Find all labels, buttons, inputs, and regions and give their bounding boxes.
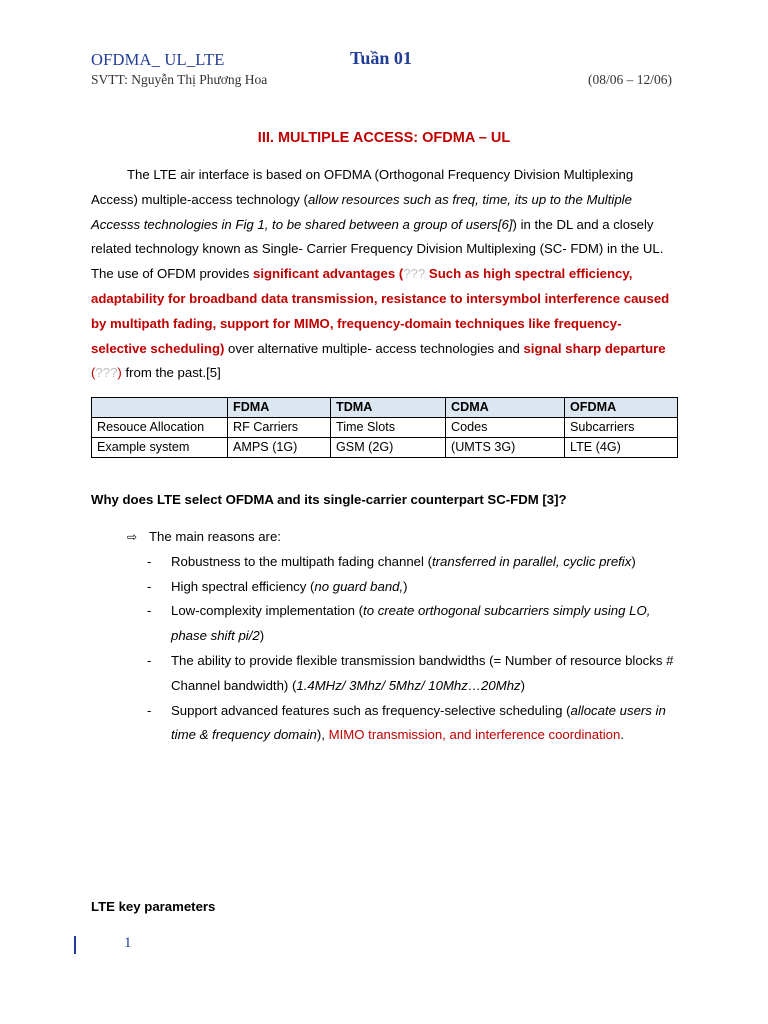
- page-number: 1: [124, 935, 132, 951]
- paragraph-red-departure: signal sharp departure: [523, 340, 666, 356]
- week-label: Tuần 01: [350, 48, 412, 68]
- reason-end: ): [259, 628, 265, 644]
- reason-text: High spectral efficiency (: [171, 578, 315, 594]
- reason-text: Support advanced features such as frequency-selective scheduling (: [171, 702, 571, 718]
- table-cell: AMPS (1G): [228, 438, 331, 458]
- paragraph-red-advantages: significant advantages (: [252, 266, 404, 282]
- reason-italic: to create orthogonal subcarriers simply using LO, phase shift pi/2: [171, 603, 651, 644]
- reason-final: .: [620, 727, 625, 743]
- table-header-row: [92, 398, 678, 418]
- list-item: [127, 575, 675, 600]
- paragraph-text-end: from the past.[5]: [121, 365, 221, 381]
- table-cell: Subcarriers: [565, 418, 678, 438]
- document-subheader: [91, 72, 672, 92]
- table-header-cell: FDMA: [228, 398, 331, 418]
- reason-red: MIMO transmission, and interference coordination: [328, 727, 621, 743]
- multiple-access-table: [91, 397, 678, 458]
- reason-italic: no guard band,: [314, 578, 404, 594]
- table-cell: Resouce Allocation: [92, 418, 228, 438]
- dash-bullet: -: [147, 702, 152, 718]
- section-title: III. MULTIPLE ACCESS: OFDMA – UL: [257, 130, 511, 146]
- dash-bullet: -: [147, 553, 152, 569]
- reason-text: Robustness to the multipath fading channel (: [171, 553, 432, 569]
- table-header-cell: TDMA: [331, 398, 446, 418]
- text-cursor-marker: [74, 936, 76, 954]
- paragraph-open-paren: (: [91, 365, 96, 381]
- paragraph-text-2: ) in the DL and a closely related technology known as Single- Carrier Frequency Division Multiplexing (SC- FDM) in the UL. The use of OFDM provides: [91, 216, 664, 282]
- list-item: [127, 550, 675, 575]
- table-cell: Example system: [92, 438, 228, 458]
- table-header-cell: OFDMA: [565, 398, 678, 418]
- table-header-cell: [92, 398, 228, 418]
- reason-text: Low-complexity implementation (: [171, 603, 364, 619]
- table-row: [92, 438, 678, 458]
- question-heading: Why does LTE select OFDMA and its single-carrier counterpart SC-FDM [3]?: [91, 492, 567, 507]
- paragraph-question-mark-1: ???: [403, 266, 426, 282]
- reason-end: ): [631, 553, 636, 569]
- dash-bullet: -: [147, 578, 152, 594]
- reason-italic: 1.4MHz/ 3Mhz/ 5Mhz/ 10Mhz…20Mhz: [296, 677, 521, 693]
- reasons-intro: [127, 525, 675, 550]
- reason-end: ): [403, 578, 408, 594]
- paragraph-close-paren: ): [117, 365, 122, 381]
- paragraph-question-mark-2: ???: [95, 365, 118, 381]
- dash-bullet: -: [147, 652, 152, 668]
- reason-text: The ability to provide flexible transmission bandwidths (= Number of resource blocks # Channel bandwidth) (: [171, 652, 674, 693]
- table-cell: RF Carriers: [228, 418, 331, 438]
- date-period: (08/06 – 12/06): [588, 72, 672, 87]
- paragraph-italic-1: allow resources such as freq, time, its up to the Multiple Accesss technologies in Fig 1, to be shared between a group of users[6]: [91, 191, 632, 232]
- paragraph-text-1: The LTE air interface is based on OFDMA (Orthogonal Frequency Division Multiplexing Access) multiple-access technology (: [91, 167, 634, 207]
- table-cell: (UMTS 3G): [446, 438, 565, 458]
- list-item: [127, 649, 675, 699]
- table-cell: GSM (2G): [331, 438, 446, 458]
- table-cell: LTE (4G): [565, 438, 678, 458]
- reason-italic: transferred in parallel, cyclic prefix: [431, 553, 632, 569]
- table-cell: Codes: [446, 418, 565, 438]
- paragraph-text-3: over alternative multiple- access technologies and: [224, 340, 524, 356]
- document-code: OFDMA_ UL_LTE: [91, 50, 225, 69]
- student-name: SVTT: Nguyễn Thị Phương Hoa: [91, 72, 268, 87]
- reason-italic: allocate users in time & frequency domain: [171, 702, 666, 743]
- table-row: [92, 418, 678, 438]
- intro-paragraph: [91, 163, 672, 386]
- paragraph-red-advantage-list: Such as high spectral efficiency, adaptability for broadband data transmission, resistance to intersymbol interference caused by multipath fading, support for MIMO, frequency-domain techniques like frequency-selective scheduling): [91, 266, 670, 356]
- list-item: [127, 699, 675, 749]
- table-cell: Time Slots: [331, 418, 446, 438]
- list-item: [127, 599, 675, 649]
- reasons-list: [127, 525, 675, 748]
- right-arrow-icon: ⇨: [127, 530, 138, 544]
- table-header-cell: CDMA: [446, 398, 565, 418]
- reasons-intro-text: The main reasons are:: [149, 529, 281, 544]
- reason-end: ): [520, 677, 526, 693]
- key-parameters-heading: LTE key parameters: [91, 899, 216, 914]
- document-header: [91, 48, 681, 72]
- dash-bullet: -: [147, 603, 152, 619]
- reason-end: ),: [316, 727, 329, 743]
